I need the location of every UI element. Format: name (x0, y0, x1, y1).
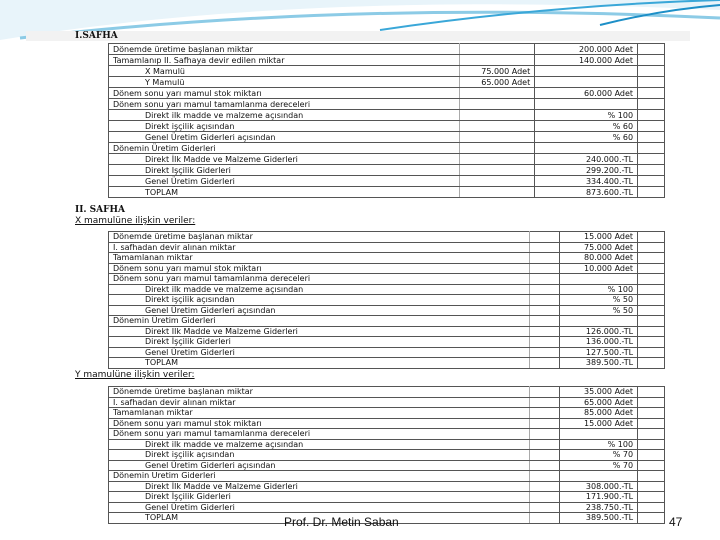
row-mid-value (460, 187, 535, 198)
row-label: Dönem sonu yarı mamul tamamlanma dereceleri (109, 99, 460, 110)
safha2-x-table (108, 231, 665, 369)
table-row (109, 242, 665, 253)
row-value: 80.000 Adet (560, 253, 638, 264)
row-label: I. safhadan devir alınan miktar (109, 397, 530, 408)
row-value: 65.000 Adet (560, 397, 638, 408)
row-value: % 60 (535, 132, 638, 143)
row-label: Dönemin Üretim Giderleri (109, 316, 530, 327)
row-spacer (530, 471, 560, 482)
table-row (109, 450, 665, 461)
table-row (109, 492, 665, 503)
row-mid-value (460, 176, 535, 187)
row-extra (638, 132, 665, 143)
row-mid-value (460, 143, 535, 154)
row-extra (638, 154, 665, 165)
row-value: 75.000 Adet (560, 242, 638, 253)
row-extra (638, 326, 665, 337)
row-label: Genel Üretim Giderleri (109, 347, 530, 358)
row-extra (638, 429, 665, 440)
row-spacer (530, 408, 560, 419)
row-extra (638, 492, 665, 503)
table-row (109, 471, 665, 482)
row-extra (638, 471, 665, 482)
table-row (109, 347, 665, 358)
table-row (109, 397, 665, 408)
row-mid-value: 65.000 Adet (460, 77, 535, 88)
row-extra (638, 418, 665, 429)
row-value: 171.900.-TL (560, 492, 638, 503)
row-extra (638, 502, 665, 513)
table-row (109, 143, 665, 154)
row-spacer (530, 347, 560, 358)
row-spacer (530, 326, 560, 337)
row-label: TOPLAM (109, 513, 530, 524)
row-mid-value (460, 121, 535, 132)
table-row (109, 284, 665, 295)
row-spacer (530, 513, 560, 524)
row-value: % 100 (560, 284, 638, 295)
row-label: Dönemde üretime başlanan miktar (109, 387, 530, 398)
section2-subtitle: X mamulüne ilişkin veriler: (75, 216, 196, 226)
table-row (109, 439, 665, 450)
table-row (109, 253, 665, 264)
row-spacer (530, 387, 560, 398)
row-extra (638, 347, 665, 358)
row-extra (638, 305, 665, 316)
row-spacer (530, 418, 560, 429)
row-value: % 100 (560, 439, 638, 450)
row-spacer (530, 397, 560, 408)
row-value (535, 99, 638, 110)
row-label: I. safhadan devir alınan miktar (109, 242, 530, 253)
table-row (109, 316, 665, 327)
table-row (109, 121, 665, 132)
row-extra (638, 337, 665, 348)
row-extra (638, 232, 665, 243)
row-value: 240.000.-TL (535, 154, 638, 165)
row-extra (638, 358, 665, 369)
row-label: Tamamlanan miktar (109, 253, 530, 264)
row-extra (638, 187, 665, 198)
row-value: % 50 (560, 305, 638, 316)
row-extra (638, 387, 665, 398)
table-row (109, 408, 665, 419)
row-label: Dönem sonu yarı mamul tamamlanma dereceleri (109, 274, 530, 285)
table-row (109, 358, 665, 369)
row-extra (638, 263, 665, 274)
row-value (535, 66, 638, 77)
row-extra (638, 44, 665, 55)
row-extra (638, 316, 665, 327)
row-label: Dönemde üretime başlanan miktar (109, 232, 530, 243)
row-extra (638, 481, 665, 492)
row-mid-value (460, 88, 535, 99)
row-label: Genel Üretim Giderleri açısından (109, 132, 460, 143)
row-extra (638, 397, 665, 408)
row-spacer (530, 263, 560, 274)
row-mid-value (460, 44, 535, 55)
row-spacer (530, 439, 560, 450)
row-label: Dönemin Üretim Giderleri (109, 143, 460, 154)
section2-title: II. SAFHA (75, 205, 126, 215)
table-row (109, 274, 665, 285)
page-number: 47 (669, 515, 683, 529)
row-spacer (530, 337, 560, 348)
row-label: Genel Üretim Giderleri (109, 502, 530, 513)
row-value: 389.500.-TL (560, 358, 638, 369)
table-row (109, 55, 665, 66)
row-value: 334.400.-TL (535, 176, 638, 187)
row-value: 60.000 Adet (535, 88, 638, 99)
row-value: % 60 (535, 121, 638, 132)
row-spacer (530, 253, 560, 264)
row-value (560, 429, 638, 440)
row-value: 200.000 Adet (535, 44, 638, 55)
table-row (109, 165, 665, 176)
table-row (109, 305, 665, 316)
row-extra (638, 295, 665, 306)
row-extra (638, 77, 665, 88)
row-extra (638, 55, 665, 66)
row-label: Genel Üretim Giderleri açısından (109, 305, 530, 316)
row-value: 308.000.-TL (560, 481, 638, 492)
row-value: 299.200.-TL (535, 165, 638, 176)
table-row (109, 44, 665, 55)
table-row (109, 77, 665, 88)
row-spacer (530, 305, 560, 316)
row-label: Direkt Işçilik Giderleri (109, 165, 460, 176)
row-value: 15.000 Adet (560, 232, 638, 243)
row-value: 35.000 Adet (560, 387, 638, 398)
row-extra (638, 110, 665, 121)
row-label: Tamamlanıp II. Safhaya devir edilen miktar (109, 55, 460, 66)
section1-title: I.SAFHA (75, 31, 118, 41)
row-mid-value (460, 55, 535, 66)
row-extra (638, 284, 665, 295)
safha1-table (108, 43, 665, 198)
row-value: 140.000 Adet (535, 55, 638, 66)
row-label: Dönem sonu yarı mamul stok miktarı (109, 263, 530, 274)
row-label: Direkt işçilik açısından (109, 121, 460, 132)
row-label: Direkt İlk Madde ve Malzeme Giderleri (109, 154, 460, 165)
row-label: Direkt ilk madde ve malzeme açısından (109, 439, 530, 450)
row-extra (638, 513, 665, 524)
row-label: Dönemde üretime başlanan miktar (109, 44, 460, 55)
row-label: Tamamlanan miktar (109, 408, 530, 419)
row-value: 10.000 Adet (560, 263, 638, 274)
row-mid-value (460, 132, 535, 143)
row-value: % 50 (560, 295, 638, 306)
row-label: Direkt ilk madde ve malzeme açısından (109, 110, 460, 121)
row-label: TOPLAM (109, 187, 460, 198)
row-value: 15.000 Adet (560, 418, 638, 429)
table-row (109, 295, 665, 306)
row-value: 127.500.-TL (560, 347, 638, 358)
row-extra (638, 88, 665, 99)
table-row (109, 460, 665, 471)
row-spacer (530, 242, 560, 253)
row-mid-value (460, 165, 535, 176)
row-extra (638, 121, 665, 132)
table-row (109, 502, 665, 513)
row-spacer (530, 450, 560, 461)
table-row (109, 88, 665, 99)
row-spacer (530, 502, 560, 513)
row-label: Direkt Ilk Madde ve Malzeme Giderleri (109, 326, 530, 337)
row-label: Direkt ilk madde ve malzeme açısından (109, 284, 530, 295)
row-mid-value (460, 154, 535, 165)
row-label: Direkt işçilik açısından (109, 295, 530, 306)
table-row (109, 326, 665, 337)
row-spacer (530, 232, 560, 243)
row-label: Direkt İşçilik Giderleri (109, 492, 530, 503)
row-extra (638, 99, 665, 110)
row-value: 389.500.-TL (560, 513, 638, 524)
row-extra (638, 143, 665, 154)
row-value (535, 143, 638, 154)
row-label: Y Mamulü (109, 77, 460, 88)
row-label: Dönemin Uretim Giderleri (109, 471, 530, 482)
row-value: 126.000.-TL (560, 326, 638, 337)
row-label: Dönem sonu yarı mamul tamamlanma dereceleri (109, 429, 530, 440)
row-extra (638, 439, 665, 450)
row-spacer (530, 481, 560, 492)
row-spacer (530, 460, 560, 471)
row-extra (638, 253, 665, 264)
row-extra (638, 408, 665, 419)
row-mid-value (460, 110, 535, 121)
row-label: TOPLAM (109, 358, 530, 369)
table-row (109, 337, 665, 348)
row-value: % 100 (535, 110, 638, 121)
table-row (109, 481, 665, 492)
row-label: Direkt İşçilik Giderleri (109, 337, 530, 348)
table-row (109, 263, 665, 274)
row-spacer (530, 429, 560, 440)
row-extra (638, 460, 665, 471)
row-extra (638, 165, 665, 176)
table-row (109, 110, 665, 121)
row-spacer (530, 284, 560, 295)
row-label: Genel Üretim Giderleri (109, 176, 460, 187)
row-label: X Mamulü (109, 66, 460, 77)
row-label: Direkt işçilik açısından (109, 450, 530, 461)
table-row (109, 232, 665, 243)
table-row (109, 387, 665, 398)
table-row (109, 154, 665, 165)
table-row (109, 176, 665, 187)
row-value (560, 274, 638, 285)
row-spacer (530, 492, 560, 503)
row-label: Direkt İlk Madde ve Malzeme Giderleri (109, 481, 530, 492)
row-value (535, 77, 638, 88)
row-label: Dönem sonu yarı mamul stok miktarı (109, 418, 530, 429)
table-row (109, 66, 665, 77)
table-row (109, 99, 665, 110)
row-spacer (530, 274, 560, 285)
table-row (109, 187, 665, 198)
row-extra (638, 66, 665, 77)
table-row (109, 418, 665, 429)
row-value: 238.750.-TL (560, 502, 638, 513)
row-value (560, 316, 638, 327)
table-row (109, 132, 665, 143)
row-spacer (530, 316, 560, 327)
row-extra (638, 450, 665, 461)
row-extra (638, 274, 665, 285)
row-value (560, 471, 638, 482)
row-value: 873.600.-TL (535, 187, 638, 198)
safha2-y-table (108, 386, 665, 524)
section3-subtitle: Y mamulüne ilişkin veriler: (75, 370, 195, 380)
table-row (109, 429, 665, 440)
row-value: % 70 (560, 460, 638, 471)
row-value: % 70 (560, 450, 638, 461)
row-spacer (530, 358, 560, 369)
footer-author: Prof. Dr. Metin Saban (284, 515, 399, 529)
row-mid-value: 75.000 Adet (460, 66, 535, 77)
row-extra (638, 242, 665, 253)
row-label: Dönem sonu yarı mamul stok miktarı (109, 88, 460, 99)
row-value: 136.000.-TL (560, 337, 638, 348)
row-label: Genel Üretim Giderleri açısından (109, 460, 530, 471)
row-extra (638, 176, 665, 187)
row-spacer (530, 295, 560, 306)
row-mid-value (460, 99, 535, 110)
title-band (26, 31, 690, 41)
row-value: 85.000 Adet (560, 408, 638, 419)
